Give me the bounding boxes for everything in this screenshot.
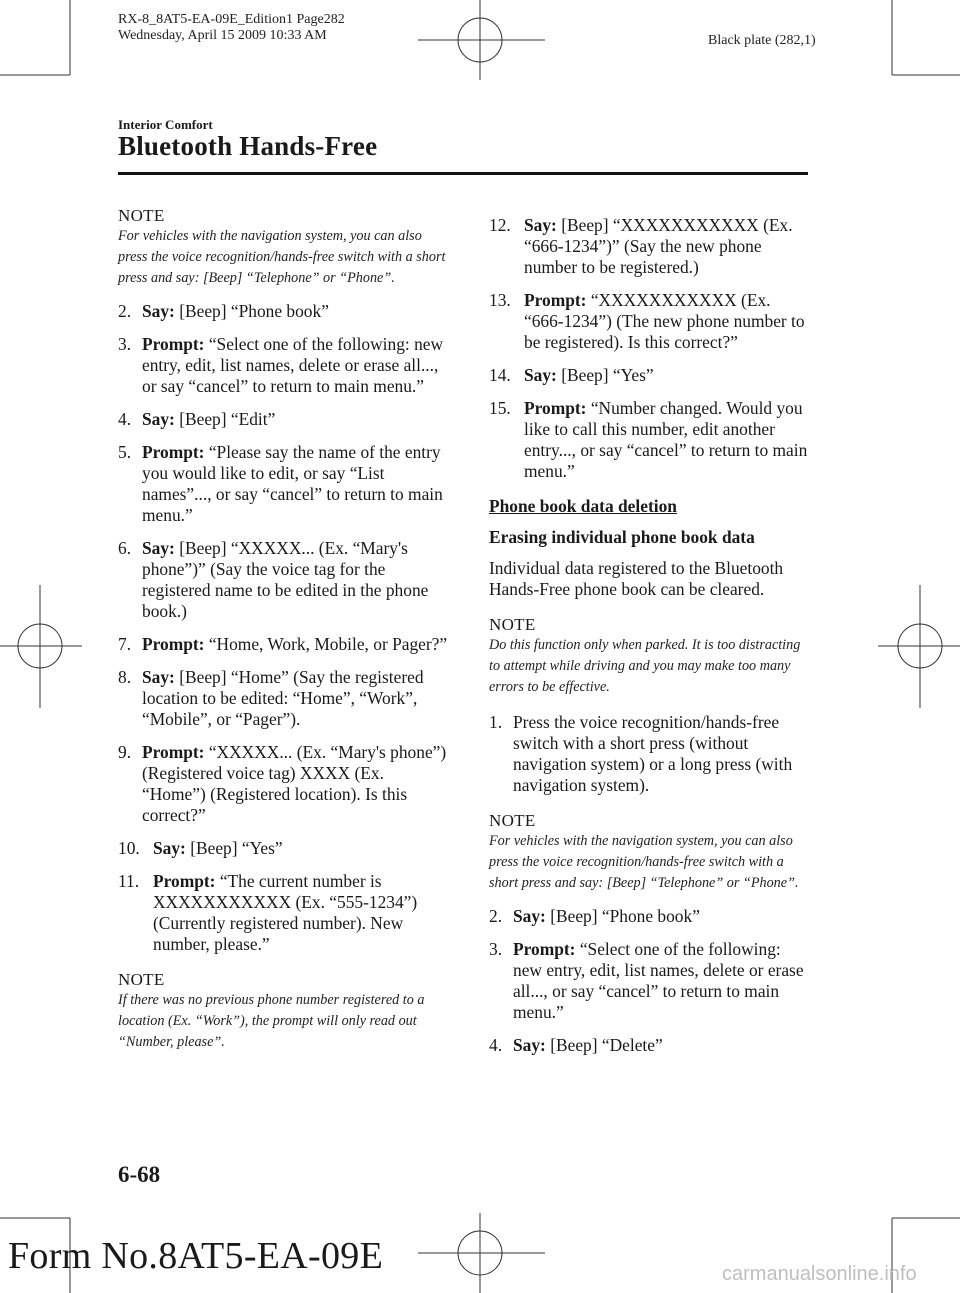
step-keyword: Prompt: bbox=[153, 871, 216, 891]
step-number: 12. bbox=[489, 215, 511, 235]
step-item bbox=[489, 906, 811, 927]
step-keyword: Prompt: bbox=[524, 398, 587, 418]
step-text: [Beep] “Delete” bbox=[545, 1035, 663, 1055]
step-number: 3. bbox=[118, 334, 132, 354]
print-header bbox=[118, 12, 345, 44]
step-body bbox=[142, 301, 448, 322]
step-number: 1. bbox=[489, 712, 503, 732]
step-number: 7. bbox=[118, 634, 132, 654]
step-number: 2. bbox=[489, 906, 503, 926]
step-number: 3. bbox=[489, 939, 503, 959]
step-item bbox=[118, 634, 448, 655]
step-item bbox=[489, 398, 811, 482]
step-number: 14. bbox=[489, 365, 511, 385]
doc-id: RX-8_8AT5-EA-09E_Edition1 Page282 bbox=[118, 12, 345, 27]
step-keyword: Say: bbox=[513, 1035, 546, 1055]
step-number: 15. bbox=[489, 398, 511, 418]
note-text: Do this function only when parked. It is too distracting to attempt while driving and you may make too many errors to be effective. bbox=[489, 637, 801, 695]
step-keyword: Prompt: bbox=[142, 442, 205, 462]
step-item bbox=[489, 1035, 811, 1056]
step-number: 9. bbox=[118, 742, 132, 762]
step-text: “XXXXXXXXXXX (Ex. “666-1234”) (The new phone number to be registered). Is this correct?” bbox=[524, 290, 805, 352]
subheading-erasing: Erasing individual phone book data bbox=[489, 527, 755, 547]
step-item bbox=[118, 301, 448, 322]
step-keyword: Say: bbox=[524, 215, 557, 235]
step-body bbox=[142, 409, 448, 430]
step-keyword: Prompt: bbox=[142, 634, 205, 654]
step-number: 4. bbox=[489, 1035, 503, 1055]
plate-label: Black plate (282,1) bbox=[708, 33, 816, 48]
step-item bbox=[118, 667, 448, 730]
step-item bbox=[118, 871, 448, 955]
note-heading: NOTE bbox=[489, 615, 536, 634]
step-number: 4. bbox=[118, 409, 132, 429]
step-text: Press the voice recognition/hands-free switch with a short press (without navigation system) or a long press (with navigation system). bbox=[513, 712, 793, 795]
step-number: 5. bbox=[118, 442, 132, 462]
step-text: [Beep] “XXXXX... (Ex. “Mary's phone”)” (Say the voice tag for the registered name to be edited in the phone book.) bbox=[142, 538, 429, 621]
step-body bbox=[524, 365, 811, 386]
section-label: Interior Comfort bbox=[118, 117, 213, 132]
step-keyword: Say: bbox=[153, 838, 186, 858]
step-number: 6. bbox=[118, 538, 132, 558]
step-body bbox=[524, 215, 811, 278]
step-body bbox=[153, 838, 448, 859]
step-item bbox=[118, 538, 448, 622]
step-keyword: Prompt: bbox=[513, 939, 576, 959]
print-timestamp: Wednesday, April 15 2009 10:33 AM bbox=[118, 28, 327, 43]
step-item bbox=[118, 838, 448, 859]
watermark: carmanualsonline.info bbox=[722, 1263, 917, 1285]
step-text: [Beep] “Yes” bbox=[556, 365, 654, 385]
note-heading: NOTE bbox=[118, 206, 165, 225]
step-keyword: Say: bbox=[142, 667, 175, 687]
step-number: 10. bbox=[118, 838, 140, 858]
paragraph: Individual data registered to the Bluetooth Hands-Free phone book can be cleared. bbox=[489, 558, 784, 599]
step-body bbox=[524, 290, 811, 353]
page-title: Bluetooth Hands-Free bbox=[118, 131, 378, 161]
step-body bbox=[142, 538, 448, 622]
step-item bbox=[489, 365, 811, 386]
step-item bbox=[489, 215, 811, 278]
note-text: For vehicles with the navigation system, you can also press the voice recognition/hands-free switch with a short press and say: [Beep] “Telephone” or “Phone”. bbox=[118, 228, 446, 286]
step-item bbox=[118, 442, 448, 526]
right-column bbox=[489, 215, 811, 1056]
step-text: [Beep] “Phone book” bbox=[174, 301, 329, 321]
step-item bbox=[118, 334, 448, 397]
step-text: [Beep] “Yes” bbox=[185, 838, 283, 858]
step-body bbox=[153, 871, 448, 955]
step-item bbox=[118, 742, 448, 826]
step-body bbox=[513, 906, 811, 927]
step-number: 2. bbox=[118, 301, 132, 321]
step-keyword: Say: bbox=[142, 409, 175, 429]
step-item bbox=[489, 939, 811, 1023]
step-text: [Beep] “XXXXXXXXXXX (Ex. “666-1234”)” (Say the new phone number to be registered.) bbox=[524, 215, 793, 277]
step-text: “XXXXX... (Ex. “Mary's phone”) (Registered voice tag) XXXX (Ex. “Home”) (Registered location). Is this correct?” bbox=[142, 742, 447, 825]
note-heading: NOTE bbox=[118, 970, 165, 989]
step-keyword: Say: bbox=[513, 906, 546, 926]
step-number: 13. bbox=[489, 290, 511, 310]
step-keyword: Say: bbox=[142, 538, 175, 558]
step-item bbox=[489, 712, 811, 796]
step-text: [Beep] “Home” (Say the registered location to be edited: “Home”, “Work”, “Mobile”, or “Pager”). bbox=[142, 667, 424, 729]
page-number: 6-68 bbox=[118, 1162, 161, 1187]
step-number: 8. bbox=[118, 667, 132, 687]
step-keyword: Prompt: bbox=[142, 334, 205, 354]
step-text: [Beep] “Phone book” bbox=[545, 906, 700, 926]
step-body bbox=[524, 398, 811, 482]
left-column bbox=[118, 205, 448, 1053]
note-text: If there was no previous phone number registered to a location (Ex. “Work”), the prompt will only read out “Number, please”. bbox=[118, 992, 425, 1050]
step-keyword: Prompt: bbox=[524, 290, 587, 310]
step-text: “The current number is XXXXXXXXXXX (Ex. “555-1234”) (Currently registered number). New number, please.” bbox=[153, 871, 418, 954]
step-body bbox=[513, 1035, 811, 1056]
step-text: [Beep] “Edit” bbox=[174, 409, 276, 429]
step-body bbox=[513, 939, 811, 1023]
step-keyword: Say: bbox=[524, 365, 557, 385]
step-keyword: Prompt: bbox=[142, 742, 205, 762]
step-number: 11. bbox=[118, 871, 140, 891]
step-body bbox=[142, 634, 448, 655]
step-text: “Number changed. Would you like to call this number, edit another entry..., or say “cancel” to return to main menu.” bbox=[524, 398, 808, 481]
subheading-deletion: Phone book data deletion bbox=[489, 496, 677, 516]
step-text: “Please say the name of the entry you would like to edit, or say “List names”..., or say “cancel” to return to main menu.” bbox=[142, 442, 443, 525]
note-text: For vehicles with the navigation system, you can also press the voice recognition/hands-free switch with a short press and say: [Beep] “Telephone” or “Phone”. bbox=[489, 833, 799, 891]
step-body bbox=[142, 667, 448, 730]
step-text: “Home, Work, Mobile, or Pager?” bbox=[204, 634, 448, 654]
step-body bbox=[142, 442, 448, 526]
step-item bbox=[489, 290, 811, 353]
step-item bbox=[118, 409, 448, 430]
note-heading: NOTE bbox=[489, 811, 536, 830]
step-body bbox=[142, 742, 448, 826]
step-text: “Select one of the following: new entry, edit, list names, delete or erase all..., or say “cancel” to return to main menu.” bbox=[513, 939, 804, 1022]
title-rule bbox=[118, 172, 808, 175]
form-number: Form No.8AT5-EA-09E bbox=[8, 1235, 384, 1277]
step-body bbox=[142, 334, 448, 397]
step-text: “Select one of the following: new entry, edit, list names, delete or erase all..., or say “cancel” to return to main menu.” bbox=[142, 334, 444, 396]
step-keyword: Say: bbox=[142, 301, 175, 321]
